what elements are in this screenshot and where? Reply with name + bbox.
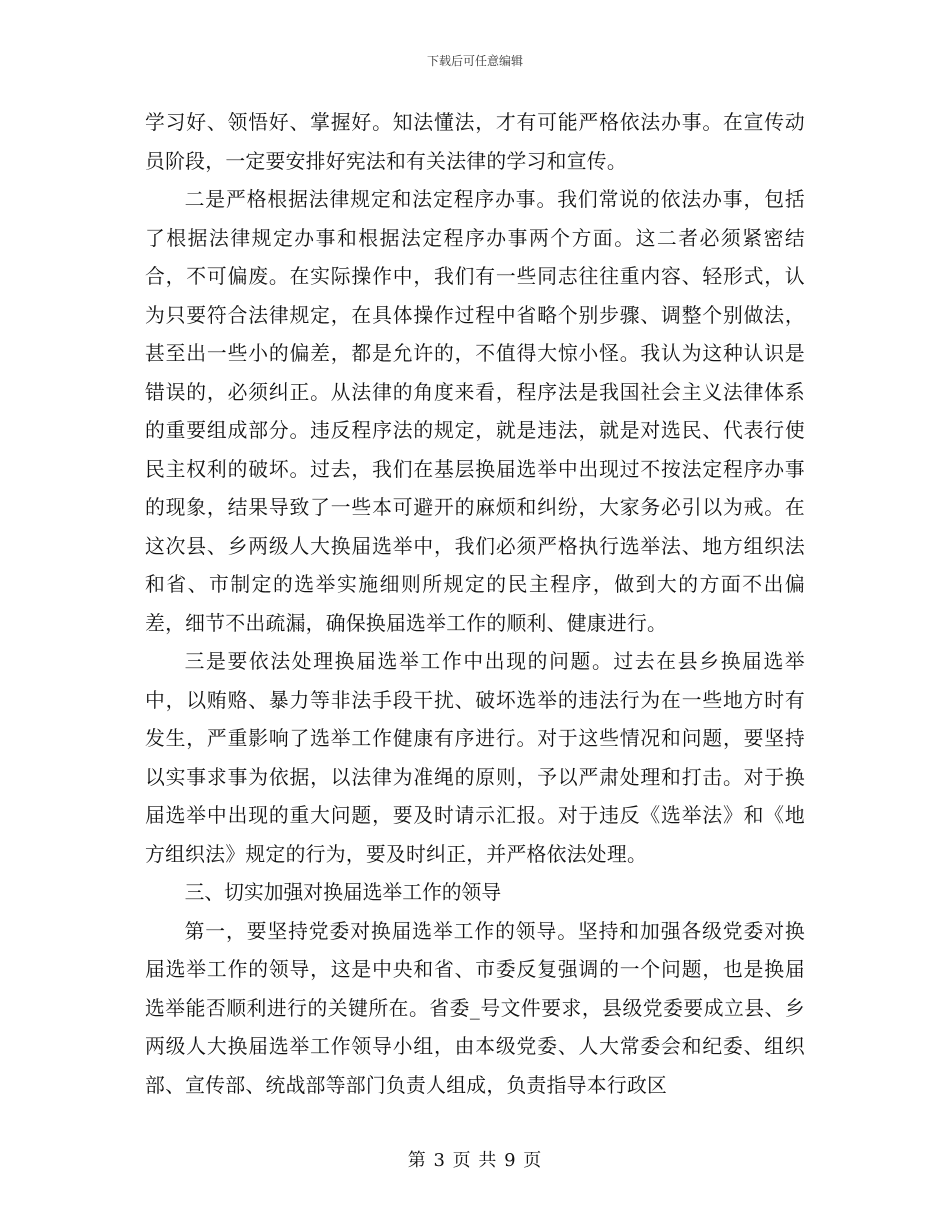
section-heading: 三、切实加强对换届选举工作的领导	[184, 881, 502, 904]
paragraph-point-three: 三是要依法处理换届选举工作中出现的问题。过去在县乡换届选举中，以贿赂、暴力等非法手段干扰、破坏选举的违法行为在一些地方时有发生，严重影响了选举工作健康有序进行。对于这些情况和问题，要坚持以实事求事为依据，以法律为准绳的原则，予以严肃处理和打击。对于换届选举中出现的重大问题，要及时请示汇报。对于违反《选举法》和《地方组织法》规定的行为，要及时纠正，并严格依法处理。	[145, 650, 805, 866]
paragraph-point-two: 二是严格根据法律规定和法定程序办事。我们常说的依法办事，包括了根据法律规定办事和根据法定程序办事两个方面。这二者必须紧密结合，不可偏废。在实际操作中，我们有一些同志往往重内容、轻形式，认为只要符合法律规定，在具体操作过程中省略个别步骤、调整个别做法，甚至出一些小的偏差，都是允许的，不值得大惊小怪。我认为这种认识是错误的，必须纠正。从法律的角度来看，程序法是我国社会主义法律体系的重要组成部分。违反程序法的规定，就是违法，就是对选民、代表行使民主权利的破坏。过去，我们在基层换届选举中出现过不按法定程序办事的现象，结果导致了一些本可避开的麻烦和纠纷，大家务必引以为戒。在这次县、乡两级人大换届选举中，我们必须严格执行选举法、地方组织法和省、市制定的选举实施细则所规定的民主程序，做到大的方面不出偏差，细节不出疏漏，确保换届选举工作的顺利、健康进行。	[145, 188, 805, 635]
document-body	[145, 104, 805, 1105]
page-number: 第 3 页 共 9 页	[407, 1150, 543, 1171]
paragraph-continuation: 学习好、领悟好、掌握好。知法懂法，才有可能严格依法办事。在宣传动员阶段，一定要安排好宪法和有关法律的学习和宣传。	[145, 111, 805, 173]
paragraph-first-item: 第一，要坚持党委对换届选举工作的领导。坚持和加强各级党委对换届选举工作的领导，这是中央和省、市委反复强调的一个问题，也是换届选举能否顺利进行的关键所在。省委_号文件要求，县级党委要成立县、乡两级人大换届选举工作领导小组，由本级党委、人大常委会和纪委、组织部、宣传部、统战部等部门负责人组成，负责指导本行政区	[145, 919, 805, 1097]
page-header: 下载后可任意编辑	[426, 54, 523, 68]
